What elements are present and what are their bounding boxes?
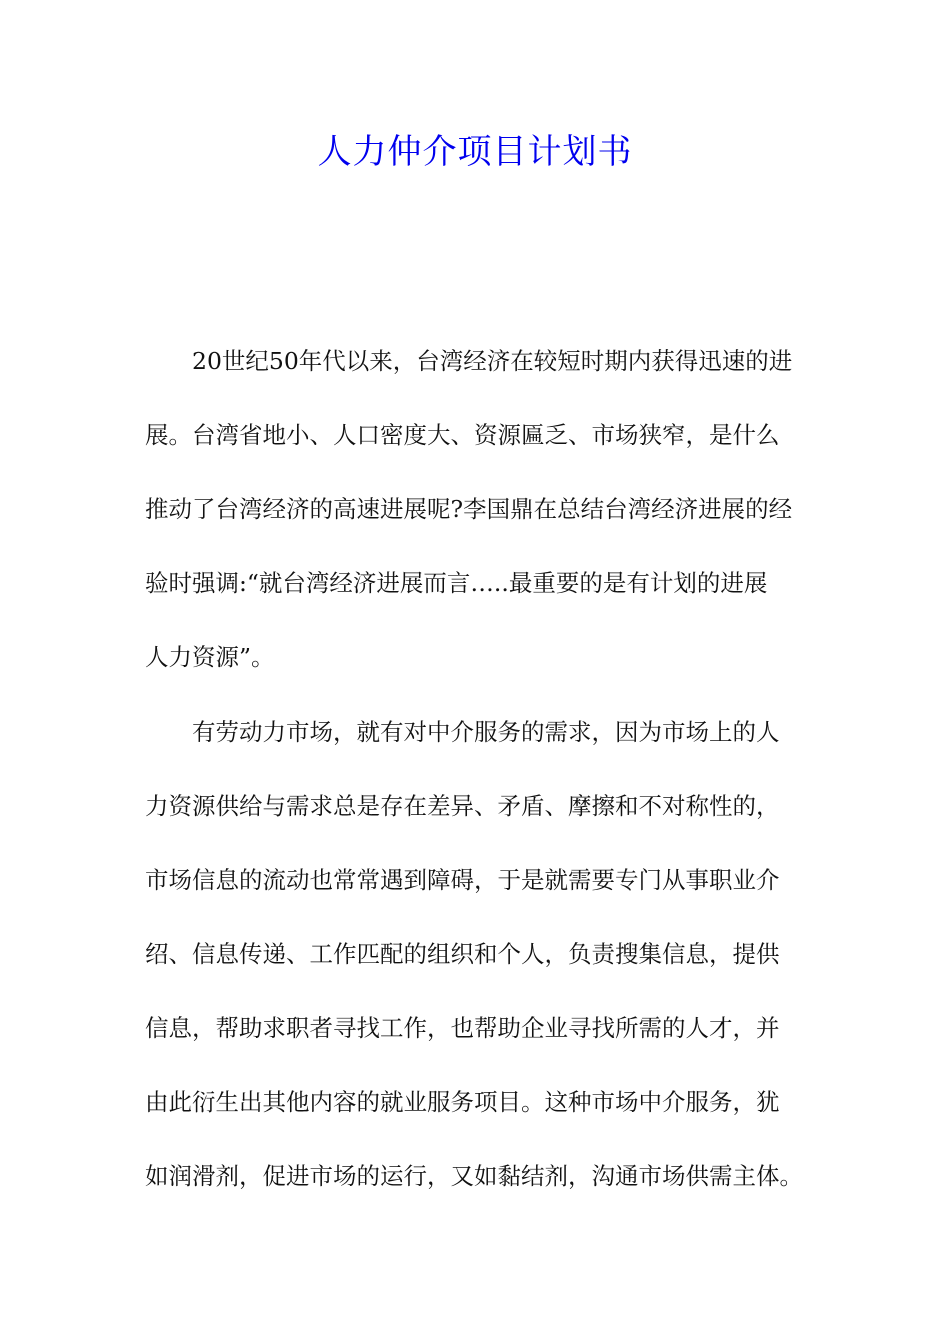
paragraph-line: 展。台湾省地小、人口密度大、资源匾乏、市场狭窄，是什么: [145, 421, 780, 449]
paragraph-line: 人力资源”。: [145, 643, 275, 671]
paragraph-line: 如润滑剂，促进市场的运行，又如黏结剂，沟通市场供需主体。: [145, 1162, 803, 1190]
paragraph-line: 信息，帮助求职者寻找工作，也帮助企业寻找所需的人才，并: [145, 1014, 780, 1042]
paragraph-line: 由此衍生出其他内容的就业服务项目。这种市场中介服务，犹: [145, 1088, 780, 1116]
paragraph-line: 验时强调:“就台湾经济进展而言…..最重要的是有计划的进展: [145, 569, 768, 597]
paragraph-line: 力资源供给与需求总是存在差异、矛盾、摩擦和不对称性的，: [145, 792, 780, 820]
paragraph-line: 推动了台湾经济的高速进展呢?李国鼎在总结台湾经济进展的经: [145, 495, 793, 523]
paragraph-2: [145, 695, 825, 1213]
paragraph-line: 绍、信息传递、工作匹配的组织和个人，负责搜集信息，提供: [145, 940, 780, 968]
paragraph-line: 20世纪50年代以来，台湾经济在较短时期内获得迅速的进: [192, 347, 793, 375]
paragraph-1: [145, 324, 825, 694]
paragraph-line: 市场信息的流动也常常遇到障碍，于是就需要专门从事职业介: [145, 866, 780, 894]
document-title: 人力仲介项目计划书: [317, 132, 633, 172]
paragraph-line: 有劳动力市场，就有对中介服务的需求，因为市场上的人: [192, 718, 780, 746]
